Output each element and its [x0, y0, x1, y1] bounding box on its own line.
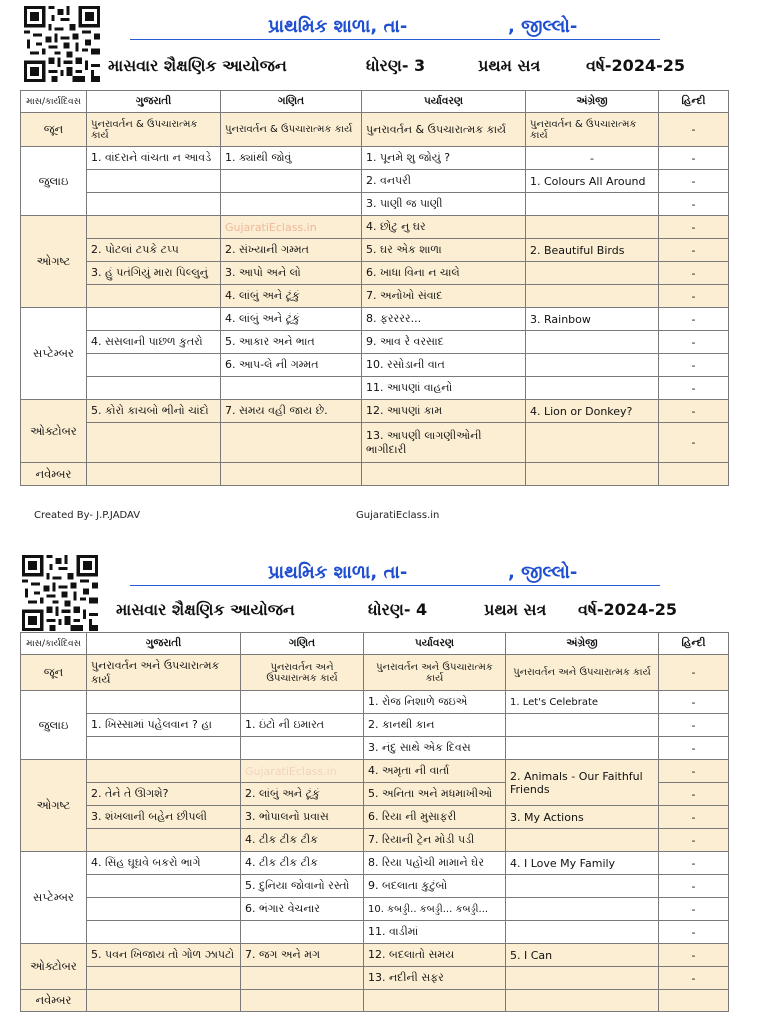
school-name-line — [130, 560, 660, 586]
column-header: અંગ્રેજી — [506, 633, 659, 655]
table-cell: 10. રસોડાની વાત — [362, 354, 526, 377]
table-header-row — [21, 91, 729, 113]
table-cell — [87, 377, 221, 400]
column-header: હિન્દી — [659, 91, 729, 113]
table-cell: 2. વનપરી — [362, 170, 526, 193]
table-cell — [87, 463, 221, 486]
qr-code-icon — [24, 6, 100, 82]
table-row — [21, 852, 729, 875]
table-cell — [87, 354, 221, 377]
table-cell — [526, 262, 659, 285]
table-cell: 5. ઘર એક શાળા — [362, 239, 526, 262]
table-cell: - — [659, 655, 729, 691]
table-cell: - — [659, 875, 729, 898]
table-cell — [659, 990, 729, 1012]
table-row — [21, 239, 729, 262]
table-cell: 4. સસલાની પાછળ કુતરો — [87, 331, 221, 354]
table-cell: 3. નંદુ સાથે એક દિવસ — [364, 737, 506, 760]
table-cell — [221, 463, 362, 486]
year-label: વર્ષ-2024-25 — [578, 600, 677, 619]
table-cell: 9. આવ રે વરસાદ — [362, 331, 526, 354]
column-header: પર્યાવરણ — [364, 633, 506, 655]
table-cell: - — [659, 691, 729, 714]
table-cell: - — [659, 331, 729, 354]
table-cell — [241, 691, 364, 714]
table-cell — [526, 377, 659, 400]
table-cell: - — [659, 308, 729, 331]
column-header: માસ/કાર્યદિવસ — [21, 633, 87, 655]
table-cell — [241, 990, 364, 1012]
table-cell: 4. I Love My Family — [506, 852, 659, 875]
table-cell: 3. પાણી જ પાણી — [362, 193, 526, 216]
table-row — [21, 990, 729, 1012]
table-cell — [526, 216, 659, 239]
table-row — [21, 898, 729, 921]
table-row — [21, 423, 729, 463]
table-cell: 5. કોરો કાચબો ભીનો ચાંદો — [87, 400, 221, 423]
table-cell: 8. રિયા પહોંચી મામાને ઘેર — [364, 852, 506, 875]
table-row — [21, 400, 729, 423]
site-credit-text: GujaratiEclass.in — [356, 510, 440, 521]
table-cell — [241, 967, 364, 990]
table-row — [21, 113, 729, 147]
column-header: હિન્દી — [659, 633, 729, 655]
table-cell: 5. દુનિયા જોવાનો રસ્તો — [241, 875, 364, 898]
table-cell: પુનરાવર્તન & ઉપચારાત્મક કાર્ય — [362, 113, 526, 147]
qr-code-icon — [22, 555, 98, 631]
table-row — [21, 262, 729, 285]
term-label: પ્રથમ સત્ર — [484, 600, 547, 619]
table-cell: - — [659, 944, 729, 967]
table-cell: - — [659, 714, 729, 737]
table-cell: 5. આકાર અને ભાત — [221, 331, 362, 354]
table-header-row — [21, 633, 729, 655]
table-cell: 7. રિયાની ટ્રેન મોડી પડી — [364, 829, 506, 852]
table-cell — [87, 829, 241, 852]
table-row — [21, 463, 729, 486]
month-cell: જુલાઇ — [21, 691, 87, 760]
table-row — [21, 967, 729, 990]
month-cell: ઓગષ્ટ — [21, 216, 87, 308]
month-cell: નવેમ્બર — [21, 990, 87, 1012]
table-cell: 1. ઇંટો ની ઇમારત — [241, 714, 364, 737]
table-cell: 2. લાંબું અને ટૂંકું — [241, 783, 364, 806]
table-cell — [87, 691, 241, 714]
table-cell — [506, 875, 659, 898]
table-cell: 3. My Actions — [506, 806, 659, 829]
table-cell: 2. તેને તે ઊગશે? — [87, 783, 241, 806]
table-cell: - — [659, 760, 729, 783]
table-cell: 2. Beautiful Birds — [526, 239, 659, 262]
table-cell: 7. જગ અને મગ — [241, 944, 364, 967]
table-cell — [87, 423, 221, 463]
table-cell: 6. આપ-લે ની ગમ્મત — [221, 354, 362, 377]
table-row — [21, 147, 729, 170]
table-cell: 11. વાડીમાં — [364, 921, 506, 944]
table-cell — [87, 967, 241, 990]
table-cell — [87, 737, 241, 760]
table-row — [21, 655, 729, 691]
table-cell: - — [659, 921, 729, 944]
created-by-text: Created By- J.P.JADAV — [34, 510, 141, 521]
table-cell: 1. રોજ નિશાળે જઇએ — [364, 691, 506, 714]
plan-title: માસવાર શૈક્ષણિક આયોજન — [108, 56, 287, 75]
watermark-text: GujaratiEclass.in — [241, 760, 364, 783]
table-cell: 1. ક્યાંથી જોવું — [221, 147, 362, 170]
table-cell — [87, 990, 241, 1012]
table-cell: - — [659, 113, 729, 147]
table-cell: - — [659, 400, 729, 423]
table-cell: 4. છોટુ નુ ઘર — [362, 216, 526, 239]
column-header: અંગ્રેજી — [526, 91, 659, 113]
table-row — [21, 216, 729, 239]
term-label: પ્રથમ સત્ર — [478, 56, 541, 75]
table-cell: પુનરાવર્તન & ઉપચારાત્મક કાર્ય — [526, 113, 659, 147]
table-row — [21, 377, 729, 400]
table-cell — [221, 193, 362, 216]
month-cell: ઓક્ટોબર — [21, 944, 87, 990]
table-cell: - — [659, 806, 729, 829]
table-cell: - — [659, 967, 729, 990]
table-row — [21, 806, 729, 829]
table-cell: - — [659, 737, 729, 760]
table-cell — [87, 898, 241, 921]
table-cell — [506, 990, 659, 1012]
table-cell — [364, 990, 506, 1012]
table-cell: - — [659, 239, 729, 262]
table-cell: 3. Rainbow — [526, 308, 659, 331]
column-header: પર્યાવરણ — [362, 91, 526, 113]
table-cell: 4. સિંહ ઘૂઘવે બકરો ભાગે — [87, 852, 241, 875]
table-row — [21, 354, 729, 377]
table-cell: - — [659, 216, 729, 239]
table-cell — [506, 967, 659, 990]
table-cell: 6. ભંગાર વેચનાર — [241, 898, 364, 921]
table-cell: - — [659, 898, 729, 921]
table-cell — [87, 285, 221, 308]
plan-std4 — [0, 548, 768, 1024]
month-cell: સપ્ટેમ્બર — [21, 852, 87, 944]
table-cell: - — [659, 829, 729, 852]
table-cell — [362, 463, 526, 486]
table-cell: - — [659, 377, 729, 400]
month-cell: જુલાઇ — [21, 147, 87, 216]
table-cell: પુનરાવર્તન અને ઉપચારાત્મક કાર્ય — [87, 655, 241, 691]
table-cell: પુનરાવર્તન અને ઉપચારાત્મક કાર્ય — [506, 655, 659, 691]
table-row — [21, 285, 729, 308]
table-cell — [87, 170, 221, 193]
table-cell: 5. પવન ખિજાય તો ગોળ ઝાપટો — [87, 944, 241, 967]
table-cell: 1. Let's Celebrate — [506, 691, 659, 714]
table-row — [21, 308, 729, 331]
table-cell: 9. બદલાતા કુટુંબો — [364, 875, 506, 898]
watermark-text: GujaratiEclass.in — [221, 216, 362, 239]
district-label: , જીલ્લો- — [508, 16, 578, 37]
month-cell: જૂન — [21, 113, 87, 147]
table-cell: 4. અમૃતા ની વાર્તા — [364, 760, 506, 783]
table-cell: - — [659, 262, 729, 285]
table-cell: - — [659, 423, 729, 463]
table-cell: 12. આપણાં કામ — [362, 400, 526, 423]
table-cell — [506, 829, 659, 852]
table-cell — [526, 463, 659, 486]
table-row — [21, 921, 729, 944]
month-cell: જૂન — [21, 655, 87, 691]
table-cell: 1. Colours All Around — [526, 170, 659, 193]
month-cell: ઓગષ્ટ — [21, 760, 87, 852]
month-cell: સપ્ટેમ્બર — [21, 308, 87, 400]
table-row — [21, 193, 729, 216]
table-cell: 3. હું પતંગિયું મારા પિલ્લુનું — [87, 262, 221, 285]
grade-label: ધોરણ- 3 — [366, 56, 426, 75]
table-cell: 2. પોટલાં ટપકે ટપ્પ — [87, 239, 221, 262]
year-label: વર્ષ-2024-25 — [586, 56, 685, 75]
table-cell — [526, 331, 659, 354]
table-cell: 4. ટીક ટીક ટીક — [241, 852, 364, 875]
table-row — [21, 875, 729, 898]
table-cell: 2. સંખ્યાની ગમ્મત — [221, 239, 362, 262]
monthly-plan-table — [20, 632, 729, 1012]
table-cell: 13. આપણી લાગણીઓની ભાગીદારી — [362, 423, 526, 463]
table-cell — [221, 170, 362, 193]
table-cell: 5. I Can — [506, 944, 659, 967]
table-cell — [87, 921, 241, 944]
table-cell: 6. રિયા ની મુસાફરી — [364, 806, 506, 829]
column-header: ગુજરાતી — [87, 633, 241, 655]
table-cell: 8. ફરરરર... — [362, 308, 526, 331]
table-cell: 13. નદીની સફર — [364, 967, 506, 990]
table-cell — [87, 216, 221, 239]
table-cell: - — [659, 193, 729, 216]
table-cell — [241, 921, 364, 944]
table-cell — [506, 898, 659, 921]
table-cell: 11. આપણાં વાહનો — [362, 377, 526, 400]
table-cell — [87, 875, 241, 898]
table-cell: 1. વાંદરાને વાંચતા ન આવડે — [87, 147, 221, 170]
table-cell: - — [659, 285, 729, 308]
table-cell — [241, 737, 364, 760]
table-cell: 3. આપો અને લો — [221, 262, 362, 285]
table-cell: 4. Lion or Donkey? — [526, 400, 659, 423]
table-cell — [87, 308, 221, 331]
table-row — [21, 944, 729, 967]
table-cell: 7. અનોખો સંવાદ — [362, 285, 526, 308]
table-cell: - — [659, 147, 729, 170]
table-cell: 1. ખિસ્સામાં પહેલવાન ? હા — [87, 714, 241, 737]
grade-label: ધોરણ- 4 — [368, 600, 428, 619]
table-cell — [87, 760, 241, 783]
table-cell: 4. લાંબું અને ટૂંકું — [221, 285, 362, 308]
monthly-plan-table — [20, 90, 729, 486]
column-header: માસ/કાર્યદિવસ — [21, 91, 87, 113]
table-cell: - — [659, 354, 729, 377]
table-cell: પુનરાવર્તન & ઉપચારાત્મક કાર્ય — [87, 113, 221, 147]
table-cell: 7. સમય વહી જાય છે. — [221, 400, 362, 423]
table-cell — [506, 921, 659, 944]
table-cell — [87, 193, 221, 216]
table-row — [21, 714, 729, 737]
table-cell: પુનરાવર્તન અને ઉપચારાત્મક કાર્ય — [241, 655, 364, 691]
table-cell — [526, 285, 659, 308]
table-cell — [221, 377, 362, 400]
table-cell — [526, 354, 659, 377]
table-cell: - — [659, 852, 729, 875]
table-cell: પુનરાવર્તન અને ઉપચારાત્મક કાર્ય — [364, 655, 506, 691]
table-row — [21, 691, 729, 714]
plan-title: માસવાર શૈક્ષણિક આયોજન — [116, 600, 295, 619]
table-cell — [506, 714, 659, 737]
school-name-line — [130, 14, 660, 40]
school-label: પ્રાથમિક શાળા, તા- — [268, 16, 408, 37]
table-cell: 2. કાનથી કાન — [364, 714, 506, 737]
school-label: પ્રાથમિક શાળા, તા- — [268, 562, 408, 583]
column-header: ગણિત — [221, 91, 362, 113]
table-cell — [526, 193, 659, 216]
table-cell: 3. શંખલાની બહેન છીપલી — [87, 806, 241, 829]
column-header: ગણિત — [241, 633, 364, 655]
table-row — [21, 829, 729, 852]
table-row — [21, 737, 729, 760]
table-cell: 12. બદલાતો સમય — [364, 944, 506, 967]
table-cell: - — [659, 170, 729, 193]
table-cell: 1. પૂનમે શુ જોયું ? — [362, 147, 526, 170]
table-cell: 10. કબડ્ડી.. કબડ્ડી... કબડ્ડી... — [364, 898, 506, 921]
table-row — [21, 331, 729, 354]
table-row — [21, 760, 729, 783]
table-cell: 5. અનિતા અને મધમાખીઓ — [364, 783, 506, 806]
table-cell: પુનરાવર્તન & ઉપચારાત્મક કાર્ય — [221, 113, 362, 147]
table-cell: 6. ખાધા વિના ન ચાલે — [362, 262, 526, 285]
table-cell: - — [526, 147, 659, 170]
district-label: , જીલ્લો- — [508, 562, 578, 583]
table-cell: 2. Animals - Our Faithful Friends — [506, 760, 659, 806]
table-cell — [221, 423, 362, 463]
table-row — [21, 170, 729, 193]
month-cell: ઓક્ટોબર — [21, 400, 87, 463]
table-cell: 4. ટીક ટીક ટીક — [241, 829, 364, 852]
month-cell: નવેમ્બર — [21, 463, 87, 486]
table-cell — [526, 423, 659, 463]
table-cell — [506, 737, 659, 760]
table-cell: 4. લાંબું અને ટૂંકું — [221, 308, 362, 331]
table-cell: 3. ભોપાલનો પ્રવાસ — [241, 806, 364, 829]
column-header: ગુજરાતી — [87, 91, 221, 113]
table-cell — [659, 463, 729, 486]
table-cell: - — [659, 783, 729, 806]
